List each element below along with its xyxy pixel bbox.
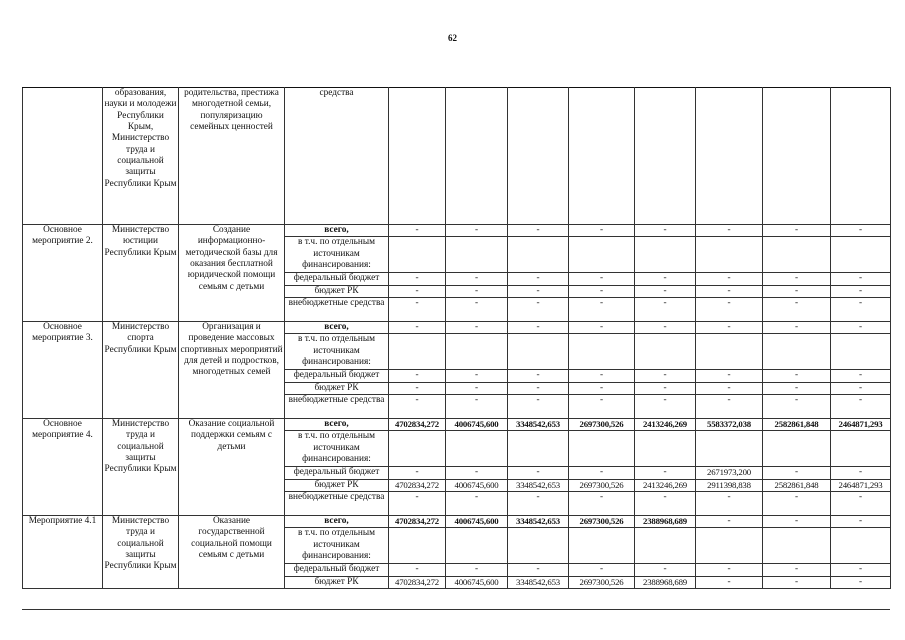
- value-cell: -: [508, 491, 569, 515]
- value-cell: -: [446, 491, 508, 515]
- value-cell: -: [569, 491, 635, 515]
- funding-source-cell: всего,: [285, 418, 389, 430]
- value-cell: [763, 334, 831, 370]
- value-cell: -: [763, 394, 831, 418]
- value-cell: [696, 528, 763, 564]
- value-cell: [635, 334, 696, 370]
- value-cell: -: [831, 394, 891, 418]
- value-cell: -: [508, 382, 569, 394]
- value-cell: [831, 528, 891, 564]
- funding-source-cell: внебюджетные средства: [285, 491, 389, 515]
- value-cell: -: [569, 394, 635, 418]
- measure-name-cell: родительства, престижа многодетной семьи, популяризацию семейных ценностей: [179, 88, 285, 225]
- value-cell: [635, 88, 696, 225]
- value-cell: -: [635, 273, 696, 285]
- value-cell: -: [831, 491, 891, 515]
- value-cell: -: [508, 370, 569, 382]
- value-cell: -: [446, 370, 508, 382]
- value-cell: -: [635, 370, 696, 382]
- value-cell: -: [763, 515, 831, 527]
- value-cell: -: [569, 564, 635, 576]
- value-cell: -: [635, 491, 696, 515]
- value-cell: 2582861,848: [763, 418, 831, 430]
- value-cell: 4006745,600: [446, 418, 508, 430]
- value-cell: -: [696, 576, 763, 588]
- value-cell: -: [831, 515, 891, 527]
- value-cell: -: [763, 576, 831, 588]
- value-cell: -: [831, 321, 891, 333]
- value-cell: 2464871,293: [831, 479, 891, 491]
- measure-id-cell: Основное мероприятие 3.: [23, 321, 103, 418]
- value-cell: -: [446, 297, 508, 321]
- value-cell: -: [763, 370, 831, 382]
- value-cell: -: [696, 297, 763, 321]
- value-cell: -: [763, 467, 831, 479]
- value-cell: [635, 528, 696, 564]
- value-cell: -: [569, 370, 635, 382]
- funding-source-cell: федеральный бюджет: [285, 564, 389, 576]
- value-cell: 4702834,272: [389, 479, 446, 491]
- value-cell: -: [696, 321, 763, 333]
- value-cell: -: [389, 370, 446, 382]
- value-cell: -: [389, 491, 446, 515]
- value-cell: -: [831, 576, 891, 588]
- value-cell: 2464871,293: [831, 418, 891, 430]
- value-cell: -: [389, 467, 446, 479]
- value-cell: -: [635, 564, 696, 576]
- value-cell: -: [635, 382, 696, 394]
- funding-source-cell: внебюджетные средства: [285, 297, 389, 321]
- value-cell: -: [696, 394, 763, 418]
- value-cell: 3348542,653: [508, 576, 569, 588]
- funding-source-cell: внебюджетные средства: [285, 394, 389, 418]
- value-cell: -: [389, 273, 446, 285]
- measure-name-cell: Организация и проведение массовых спортивных мероприятий для детей и подростков, многодетных семей: [179, 321, 285, 418]
- executor-cell: Министерство юстиции Республики Крым: [103, 225, 179, 322]
- page-number: 62: [448, 33, 457, 43]
- table-row: [23, 515, 891, 527]
- value-cell: 5583372,038: [696, 418, 763, 430]
- value-cell: [508, 88, 569, 225]
- value-cell: -: [831, 564, 891, 576]
- funding-source-cell: средства: [285, 88, 389, 225]
- value-cell: -: [696, 515, 763, 527]
- value-cell: -: [763, 321, 831, 333]
- value-cell: [446, 237, 508, 273]
- value-cell: 4702834,272: [389, 515, 446, 527]
- value-cell: [569, 431, 635, 467]
- value-cell: [763, 237, 831, 273]
- value-cell: [508, 237, 569, 273]
- funding-source-cell: бюджет РК: [285, 285, 389, 297]
- value-cell: 2697300,526: [569, 515, 635, 527]
- value-cell: -: [635, 394, 696, 418]
- value-cell: 4006745,600: [446, 479, 508, 491]
- value-cell: -: [635, 297, 696, 321]
- value-cell: [446, 334, 508, 370]
- executor-cell: образования, науки и молодежи Республики Крым, Министерство труда и социальной защиты Республики Крым: [103, 88, 179, 225]
- value-cell: -: [696, 564, 763, 576]
- value-cell: 2388968,689: [635, 515, 696, 527]
- value-cell: 4006745,600: [446, 515, 508, 527]
- value-cell: [389, 88, 446, 225]
- value-cell: -: [508, 297, 569, 321]
- value-cell: -: [831, 370, 891, 382]
- table-row: [23, 225, 891, 237]
- value-cell: 4702834,272: [389, 418, 446, 430]
- value-cell: [696, 88, 763, 225]
- measure-id-cell: Мероприятие 4.1: [23, 515, 103, 588]
- value-cell: [763, 528, 831, 564]
- value-cell: -: [635, 467, 696, 479]
- value-cell: -: [635, 225, 696, 237]
- executor-cell: Министерство спорта Республики Крым: [103, 321, 179, 418]
- value-cell: 2697300,526: [569, 418, 635, 430]
- value-cell: -: [446, 564, 508, 576]
- funding-source-cell: бюджет РК: [285, 576, 389, 588]
- table-row: [23, 321, 891, 333]
- value-cell: 2911398,838: [696, 479, 763, 491]
- value-cell: -: [508, 273, 569, 285]
- value-cell: -: [763, 285, 831, 297]
- funding-source-cell: в т.ч. по отдельным источникам финансирования:: [285, 528, 389, 564]
- value-cell: 2671973,200: [696, 467, 763, 479]
- value-cell: [831, 237, 891, 273]
- value-cell: [635, 237, 696, 273]
- value-cell: -: [831, 273, 891, 285]
- value-cell: [446, 88, 508, 225]
- value-cell: 2388968,689: [635, 576, 696, 588]
- value-cell: -: [446, 394, 508, 418]
- value-cell: [569, 528, 635, 564]
- value-cell: [389, 237, 446, 273]
- measure-id-cell: Основное мероприятие 4.: [23, 418, 103, 515]
- value-cell: -: [831, 297, 891, 321]
- value-cell: 3348542,653: [508, 479, 569, 491]
- value-cell: [389, 431, 446, 467]
- value-cell: 2697300,526: [569, 576, 635, 588]
- value-cell: -: [569, 321, 635, 333]
- measure-id-cell: [23, 88, 103, 225]
- measure-name-cell: Создание информационно-методической базы для оказания бесплатной юридической помощи семьям с детьми: [179, 225, 285, 322]
- value-cell: -: [569, 273, 635, 285]
- value-cell: [696, 334, 763, 370]
- measure-name-cell: Оказание социальной поддержки семьям с детьми: [179, 418, 285, 515]
- executor-cell: Министерство труда и социальной защиты Республики Крым: [103, 418, 179, 515]
- value-cell: -: [831, 225, 891, 237]
- value-cell: -: [696, 273, 763, 285]
- funding-source-cell: всего,: [285, 321, 389, 333]
- value-cell: -: [508, 564, 569, 576]
- value-cell: [508, 334, 569, 370]
- value-cell: 3348542,653: [508, 418, 569, 430]
- value-cell: [763, 88, 831, 225]
- value-cell: -: [569, 225, 635, 237]
- value-cell: -: [508, 394, 569, 418]
- value-cell: [831, 431, 891, 467]
- table-row: [23, 418, 891, 430]
- value-cell: 2413246,269: [635, 479, 696, 491]
- value-cell: 2697300,526: [569, 479, 635, 491]
- value-cell: [569, 88, 635, 225]
- value-cell: 2413246,269: [635, 418, 696, 430]
- value-cell: -: [389, 321, 446, 333]
- value-cell: -: [763, 297, 831, 321]
- value-cell: [569, 237, 635, 273]
- value-cell: -: [508, 285, 569, 297]
- value-cell: [569, 334, 635, 370]
- value-cell: [446, 528, 508, 564]
- value-cell: -: [389, 285, 446, 297]
- measure-id-cell: Основное мероприятие 2.: [23, 225, 103, 322]
- value-cell: [446, 431, 508, 467]
- value-cell: -: [696, 225, 763, 237]
- value-cell: -: [569, 467, 635, 479]
- funding-source-cell: бюджет РК: [285, 382, 389, 394]
- value-cell: [508, 431, 569, 467]
- value-cell: -: [696, 491, 763, 515]
- value-cell: -: [389, 564, 446, 576]
- executor-cell: Министерство труда и социальной защиты Республики Крым: [103, 515, 179, 588]
- value-cell: -: [763, 564, 831, 576]
- funding-source-cell: в т.ч. по отдельным источникам финансирования:: [285, 334, 389, 370]
- value-cell: [508, 528, 569, 564]
- value-cell: -: [763, 382, 831, 394]
- value-cell: -: [389, 394, 446, 418]
- value-cell: -: [763, 225, 831, 237]
- value-cell: -: [831, 382, 891, 394]
- value-cell: [389, 334, 446, 370]
- value-cell: -: [696, 285, 763, 297]
- funding-source-cell: федеральный бюджет: [285, 467, 389, 479]
- value-cell: -: [446, 285, 508, 297]
- value-cell: [831, 88, 891, 225]
- value-cell: [635, 431, 696, 467]
- value-cell: -: [508, 467, 569, 479]
- value-cell: -: [446, 467, 508, 479]
- value-cell: [696, 237, 763, 273]
- value-cell: -: [389, 297, 446, 321]
- budget-table: [22, 87, 891, 589]
- funding-source-cell: всего,: [285, 225, 389, 237]
- value-cell: [831, 334, 891, 370]
- value-cell: -: [389, 382, 446, 394]
- value-cell: -: [696, 370, 763, 382]
- value-cell: -: [696, 382, 763, 394]
- value-cell: -: [831, 285, 891, 297]
- value-cell: 4702834,272: [389, 576, 446, 588]
- funding-source-cell: всего,: [285, 515, 389, 527]
- value-cell: -: [635, 321, 696, 333]
- value-cell: -: [569, 382, 635, 394]
- value-cell: -: [831, 467, 891, 479]
- value-cell: -: [508, 321, 569, 333]
- funding-source-cell: федеральный бюджет: [285, 370, 389, 382]
- value-cell: -: [569, 285, 635, 297]
- funding-source-cell: бюджет РК: [285, 479, 389, 491]
- value-cell: [763, 431, 831, 467]
- value-cell: [389, 528, 446, 564]
- value-cell: -: [446, 225, 508, 237]
- value-cell: -: [635, 285, 696, 297]
- value-cell: [696, 431, 763, 467]
- page-bottom-rule: [22, 609, 890, 610]
- value-cell: -: [446, 321, 508, 333]
- funding-source-cell: в т.ч. по отдельным источникам финансирования:: [285, 237, 389, 273]
- table-row: [23, 88, 891, 225]
- value-cell: 2582861,848: [763, 479, 831, 491]
- value-cell: 3348542,653: [508, 515, 569, 527]
- funding-source-cell: федеральный бюджет: [285, 273, 389, 285]
- value-cell: -: [446, 382, 508, 394]
- value-cell: 4006745,600: [446, 576, 508, 588]
- value-cell: -: [569, 297, 635, 321]
- value-cell: -: [446, 273, 508, 285]
- value-cell: -: [763, 491, 831, 515]
- funding-source-cell: в т.ч. по отдельным источникам финансирования:: [285, 431, 389, 467]
- value-cell: -: [508, 225, 569, 237]
- measure-name-cell: Оказание государственной социальной помощи семьям с детьми: [179, 515, 285, 588]
- value-cell: -: [763, 273, 831, 285]
- value-cell: -: [389, 225, 446, 237]
